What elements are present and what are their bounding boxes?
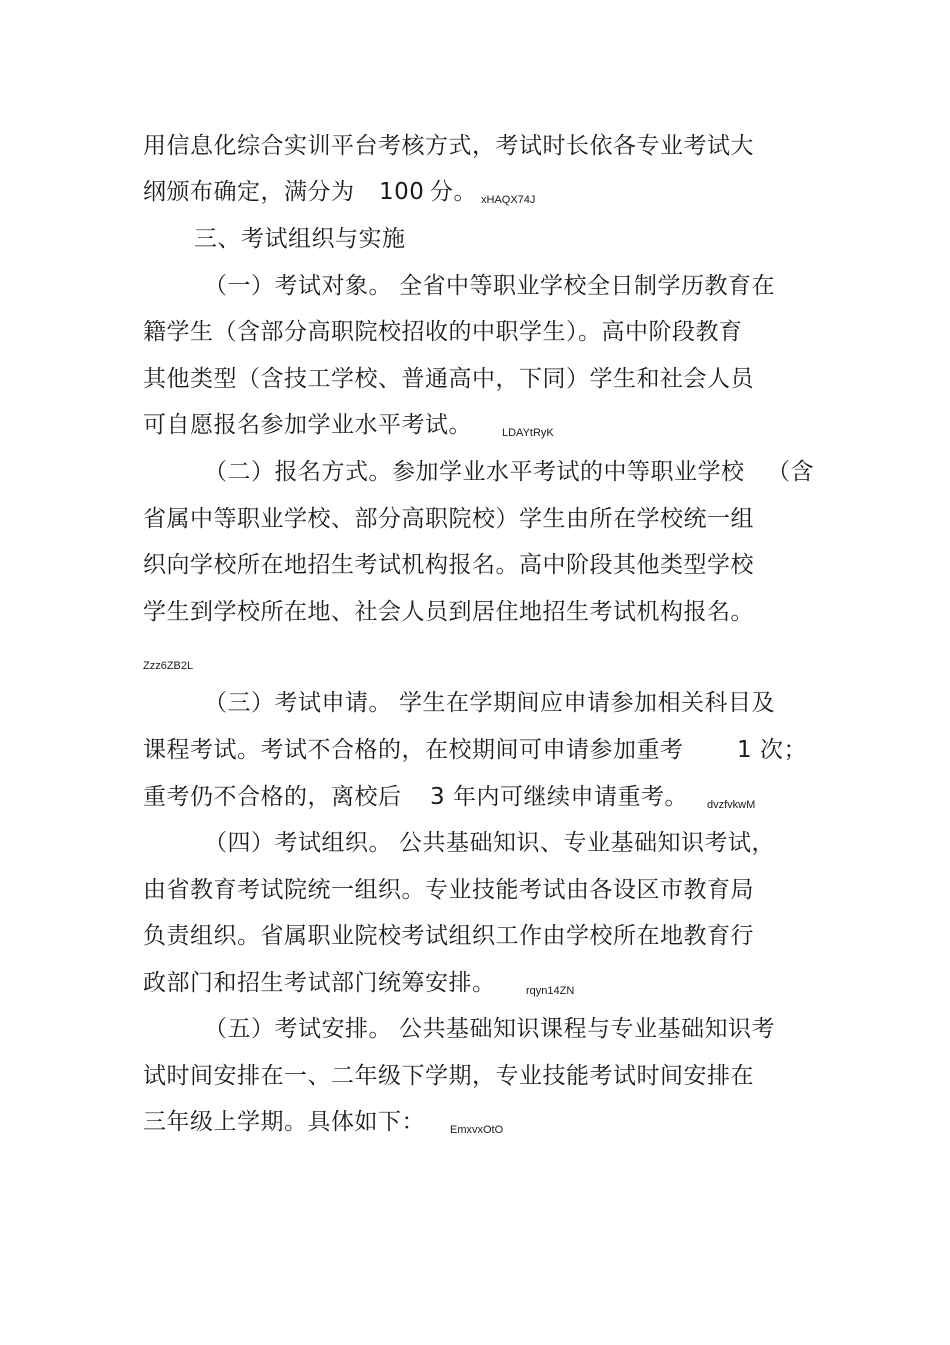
text: 全省中等职业学校全日制学历教育在 xyxy=(399,273,775,299)
text: （二）报名方式。参加学业水平考试的中等职业学校 xyxy=(204,459,745,485)
code-mark: dvzfvkwM xyxy=(707,799,756,811)
text: 政部门和招生考试部门统筹安排。 xyxy=(143,970,496,996)
text: （一）考试对象。 xyxy=(204,273,392,299)
text: 学生到学校所在地、社会人员到居住地招生考试机构报名。 xyxy=(143,599,754,625)
text: （五）考试安排。 xyxy=(204,1016,392,1042)
text: 可自愿报名参加学业水平考试。 xyxy=(143,412,472,438)
text: 重考仍不合格的，离校后 xyxy=(143,784,402,810)
text: 省属中等职业学校、部分高职院校）学生由所在学校统一组 xyxy=(143,506,754,532)
code-mark: Zzz6ZB2L xyxy=(143,660,194,672)
text: 负责组织。省属职业院校考试组织工作由学校所在地教育行 xyxy=(143,923,754,949)
text: （四）考试组织。 xyxy=(204,830,392,856)
text: 课程考试。考试不合格的，在校期间可申请参加重考 xyxy=(143,737,684,763)
text: 公共基础知识、专业基础知识考试， xyxy=(399,830,775,856)
code-mark: LDAYtRyK xyxy=(502,427,554,439)
text: 分。 xyxy=(430,179,477,205)
code-mark: EmxvxOtO xyxy=(450,1124,504,1136)
text: 三年级上学期。具体如下： xyxy=(143,1109,425,1135)
text: 试时间安排在一、二年级下学期，专业技能考试时间安排在 xyxy=(143,1063,754,1089)
text: 其他类型（含技工学校、普通高中，下同）学生和社会人员 xyxy=(143,366,754,392)
text: 公共基础知识课程与专业基础知识考 xyxy=(399,1016,775,1042)
text: 用信息化综合实训平台考核方式，考试时长依各专业考试大 xyxy=(143,133,754,159)
text: 学生在学期间应申请参加相关科目及 xyxy=(399,690,775,716)
text: 纲颁布确定，满分为 xyxy=(143,179,355,205)
text: 三、考试组织与实施 xyxy=(194,226,406,252)
text: 织向学校所在地招生考试机构报名。高中阶段其他类型学校 xyxy=(143,552,754,578)
text: （含 xyxy=(767,459,814,485)
text: 100 xyxy=(379,179,425,205)
text: 籍学生（含部分高职院校招收的中职学生）。高中阶段教育 xyxy=(143,319,743,345)
text: 1 次； xyxy=(737,737,807,763)
code-mark: xHAQX74J xyxy=(481,194,536,206)
text: 由省教育考试院统一组织。专业技能考试由各设区市教育局 xyxy=(143,877,754,903)
code-mark: rqyn14ZN xyxy=(526,985,575,997)
text: 3 年内可继续申请重考。 xyxy=(430,784,688,810)
text: （三）考试申请。 xyxy=(204,690,392,716)
